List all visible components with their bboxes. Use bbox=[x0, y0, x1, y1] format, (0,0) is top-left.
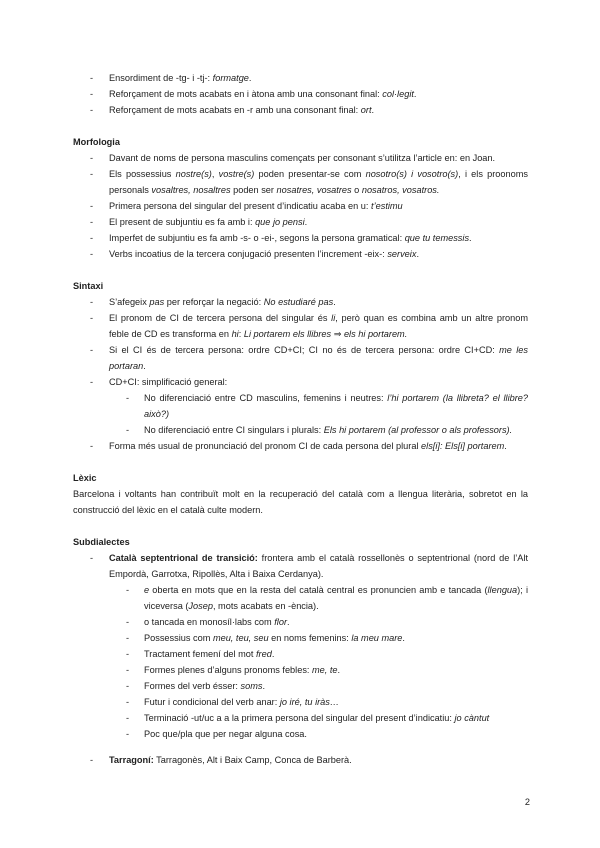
list-item: - Reforçament de mots acabats en i àtona amb una consonant final: col·legit. bbox=[73, 86, 528, 102]
document-page bbox=[73, 70, 528, 768]
section-heading: Morfologia bbox=[73, 137, 120, 147]
list-item: - CD+CI: simplificació general: bbox=[73, 374, 528, 390]
sub-list-item: - e oberta en mots que en la resta del català central es pronuncien amb e tancada (llengua); i viceversa (Josep, mots acabats en -ència). bbox=[73, 582, 528, 614]
sub-list-item: - No diferenciació entre CD masculins, femenins i neutres: l’hi portarem (la llibreta? el llibre? això?) bbox=[73, 390, 528, 422]
sub-list-item: - Tractament femení del mot fred. bbox=[73, 646, 528, 662]
list-item: - Primera persona del singular del present d’indicatiu acaba en u: t’estimu bbox=[73, 198, 528, 214]
sub-list-item: - Futur i condicional del verb anar: jo iré, tu iràs… bbox=[73, 694, 528, 710]
sub-list-item: - o tancada en monosíl·labs com flor. bbox=[73, 614, 528, 630]
sub-list-item: - Poc que/pla que per negar alguna cosa. bbox=[73, 726, 528, 742]
list-item: - El present de subjuntiu es fa amb i: que jo pensi. bbox=[73, 214, 528, 230]
sintaxi-section bbox=[73, 278, 528, 454]
list-item: - Ensordiment de -tg- i -tj-: formatge. bbox=[73, 70, 528, 86]
list-item: - Verbs incoatius de la tercera conjugació presenten l’increment -eix-: serveix. bbox=[73, 246, 528, 262]
list-item: - S’afegeix pas per reforçar la negació: No estudiaré pas. bbox=[73, 294, 528, 310]
list-item: - Imperfet de subjuntiu es fa amb -s- o -ei-, segons la persona gramatical: que tu temessis. bbox=[73, 230, 528, 246]
list-item: - Tarragoní: Tarragonès, Alt i Baix Camp, Conca de Barberà. bbox=[73, 752, 528, 768]
list-item: - Els possessius nostre(s), vostre(s) poden presentar-se com nosotro(s) i vosotro(s), i els proonoms personals vosaltres, nosaltres poden ser nosatres, vosatres o nosatros, vosatros. bbox=[73, 166, 528, 198]
list-item: - Reforçament de mots acabats en -r amb una consonant final: ort. bbox=[73, 102, 528, 118]
phonetics-list bbox=[73, 70, 528, 118]
sub-list-item: - Formes plenes d’alguns pronoms febles: me, te. bbox=[73, 662, 528, 678]
sub-list-item: - Terminació -ut/uc a a la primera persona del singular del present d’indicatiu: jo càntut bbox=[73, 710, 528, 726]
sub-list-item: - Formes del verb ésser: soms. bbox=[73, 678, 528, 694]
morfologia-section bbox=[73, 134, 528, 262]
list-item: - Si el CI és de tercera persona: ordre CD+CI; CI no és de tercera persona: ordre CI+CD: me les portaran. bbox=[73, 342, 528, 374]
list-item: - Forma més usual de pronunciació del pronom CI de cada persona del plural els[i]: Els[i] portarem. bbox=[73, 438, 528, 454]
section-heading: Subdialectes bbox=[73, 537, 130, 547]
section-heading: Lèxic bbox=[73, 473, 97, 483]
sub-list-item: - Possessius com meu, teu, seu en noms femenins: la meu mare. bbox=[73, 630, 528, 646]
list-item: - El pronom de CI de tercera persona del singular és li, però quan es combina amb un altre pronom feble de CD es transforma en hi: Li portarem els llibres ⇒ els hi portarem. bbox=[73, 310, 528, 342]
list-item: - Català septentrional de transició: frontera amb el català rossellonès o septentrional (nord de l’Alt Empordà, Garrotxa, Ripollès, Alta i Baixa Cerdanya). bbox=[73, 550, 528, 582]
subdialectes-section bbox=[73, 534, 528, 768]
list-item: - Davant de noms de persona masculins començats per consonant s’utilitza l’article en: en Joan. bbox=[73, 150, 528, 166]
page-number: 2 bbox=[524, 797, 530, 807]
lexic-section bbox=[73, 470, 528, 518]
sub-list-item: - No diferenciació entre CI singulars i plurals: Els hi portarem (al professor o als professors). bbox=[73, 422, 528, 438]
section-heading: Sintaxi bbox=[73, 281, 104, 291]
paragraph: Barcelona i voltants han contribuït molt en la recuperació del català com a llengua literària, sobretot en la construcció del lèxic en el català culte modern. bbox=[73, 489, 528, 515]
